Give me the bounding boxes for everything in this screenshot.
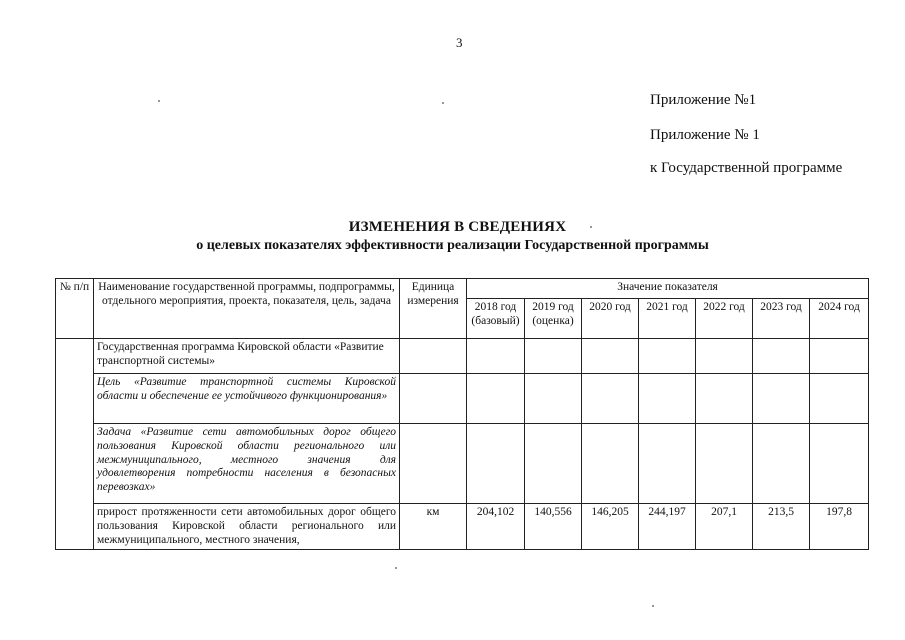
row-value (810, 374, 869, 424)
appendix-line-3: к Государственной программе (650, 160, 843, 176)
row-value (467, 374, 525, 424)
header-year-2020: 2020 год (582, 299, 639, 339)
row-unit (400, 339, 467, 374)
row-value (525, 339, 582, 374)
row-unit (400, 374, 467, 424)
row-value (467, 424, 525, 504)
row-value (696, 424, 753, 504)
row-value (582, 424, 639, 504)
row-value (582, 339, 639, 374)
header-name: Наименование государственной программы, подпрограммы, отдельного мероприятия, проекта, показателя, цель, задача (94, 279, 400, 339)
title-sub: о целевых показателях эффективности реализации Государственной программы (196, 238, 709, 253)
page-number: 3 (456, 35, 463, 50)
scan-speck (395, 567, 397, 569)
row-value (753, 339, 810, 374)
row-value: 207,1 (696, 504, 753, 550)
table-row (56, 339, 869, 374)
title-main: ИЗМЕНЕНИЯ В СВЕДЕНИЯХ (348, 219, 567, 235)
row-num-cell (56, 339, 94, 550)
document-title (0, 219, 905, 254)
row-value (525, 374, 582, 424)
row-value (525, 424, 582, 504)
row-value (582, 374, 639, 424)
row-value: 197,8 (810, 504, 869, 550)
header-values-group: Значение показателя (467, 279, 869, 299)
row-value: 204,102 (467, 504, 525, 550)
table-row (56, 504, 869, 550)
row-value: 140,556 (525, 504, 582, 550)
header-year-2019: 2019 год (оценка) (525, 299, 582, 339)
row-unit (400, 424, 467, 504)
table-row (56, 424, 869, 504)
scan-speck (158, 100, 160, 102)
row-name: Государственная программа Кировской области «Развитие транспортной системы» (94, 339, 400, 374)
row-value (810, 424, 869, 504)
row-value (810, 339, 869, 374)
row-value: 146,205 (582, 504, 639, 550)
header-year-2021: 2021 год (639, 299, 696, 339)
header-num: № п/п (56, 279, 94, 339)
scan-speck (652, 605, 654, 607)
header-unit: Единица измерения (400, 279, 467, 339)
row-value (753, 424, 810, 504)
row-unit: км (400, 504, 467, 550)
header-year-2023: 2023 год (753, 299, 810, 339)
appendix-line-2: Приложение № 1 (650, 127, 760, 143)
table-row (56, 374, 869, 424)
row-value: 244,197 (639, 504, 696, 550)
row-value (639, 339, 696, 374)
row-value (696, 339, 753, 374)
row-value (639, 424, 696, 504)
appendix-line-1: Приложение №1 (650, 92, 757, 108)
row-value: 213,5 (753, 504, 810, 550)
row-name: Цель «Развитие транспортной системы Кировской области и обеспечение ее устойчивого функционирования» (94, 374, 400, 424)
row-name: прирост протяженности сети автомобильных дорог общего пользования Кировской области регионального или межмуниципального, местного значения, (94, 504, 400, 550)
row-value (639, 374, 696, 424)
scan-speck (442, 102, 444, 104)
header-year-2022: 2022 год (696, 299, 753, 339)
scan-speck (590, 226, 592, 228)
row-name: Задача «Развитие сети автомобильных дорог общего пользования Кировской области регионального или межмуниципального, местного значения для удовлетворения потребности населения в безопасных перевозках» (94, 424, 400, 504)
header-year-2018: 2018 год (базовый) (467, 299, 525, 339)
indicators-table (55, 278, 869, 550)
header-year-2024: 2024 год (810, 299, 869, 339)
row-value (696, 374, 753, 424)
row-value (753, 374, 810, 424)
row-value (467, 339, 525, 374)
